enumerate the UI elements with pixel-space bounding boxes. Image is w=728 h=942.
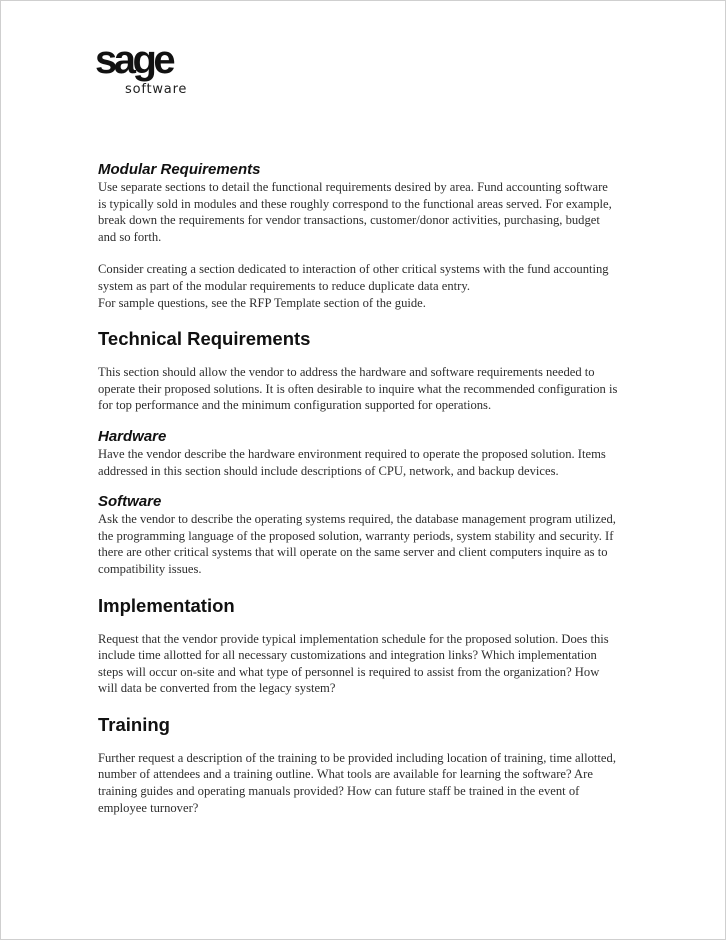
- paragraph-hardware: [98, 446, 690, 479]
- text-line: Ask the vendor to describe the operating systems required, the database management program utilized,: [98, 512, 616, 527]
- document-body: [98, 161, 690, 816]
- heading-training: Training: [98, 713, 170, 735]
- text-line: number of attendees and a training outline. What tools are available for learning the software? Are: [98, 767, 593, 782]
- sage-logo: [95, 38, 205, 103]
- text-line: system as part of the modular requirements to reduce duplicate data entry.: [98, 278, 470, 293]
- text-line: break down the requirements for vendor transactions, customer/donor activities, purchasing, budget: [98, 213, 600, 228]
- text-line: is typically sold in modules and these roughly correspond to the functional areas served. For example,: [98, 196, 612, 211]
- text-line: employee turnover?: [98, 800, 199, 815]
- text-line: for top performance and the minimum configuration supported for operations.: [98, 398, 492, 413]
- text-line: compatibility issues.: [98, 561, 202, 576]
- heading-modular-requirements: Modular Requirements: [98, 161, 261, 178]
- text-line: and so forth.: [98, 229, 162, 244]
- logo-wordmark: sage: [95, 38, 173, 82]
- text-line: steps will occur on-site and what type of personnel is required to assist from the organization? How: [98, 664, 600, 679]
- paragraph-modular-1: [98, 179, 690, 245]
- text-line: there are other critical systems that will operate on the same server and client computers inquire as to: [98, 545, 608, 560]
- text-line: This section should allow the vendor to address the hardware and software requirements needed to: [98, 365, 595, 380]
- text-line: Further request a description of the training to be provided including location of training, time allotted,: [98, 750, 616, 765]
- text-line: Request that the vendor provide typical implementation schedule for the proposed solution. Does this: [98, 631, 609, 646]
- heading-hardware: Hardware: [98, 427, 167, 445]
- text-line: Use separate sections to detail the functional requirements desired by area. Fund accounting software: [98, 180, 608, 194]
- text-line: Consider creating a section dedicated to interaction of other critical systems with the fund accounting: [98, 262, 609, 277]
- text-line: operate their proposed solutions. It is often desirable to inquire what the recommended configuration is: [98, 381, 618, 396]
- paragraph-implementation: [98, 631, 690, 697]
- text-line: Have the vendor describe the hardware environment required to operate the proposed solution. Items: [98, 446, 606, 461]
- text-line: For sample questions, see the RFP Template section of the guide.: [98, 295, 426, 310]
- paragraph-modular-2: [98, 261, 690, 311]
- heading-implementation: Implementation: [98, 594, 235, 616]
- text-line: training guides and operating manuals provided? How can future staff be trained in the event of: [98, 784, 580, 799]
- text-line: include time allotted for all necessary customizations and integration links? Which implementation: [98, 648, 597, 663]
- paragraph-training: [98, 750, 690, 816]
- heading-technical-requirements: Technical Requirements: [98, 328, 311, 350]
- heading-software: Software: [98, 493, 162, 511]
- logo-subtitle: software: [125, 82, 188, 97]
- paragraph-technical: [98, 364, 690, 414]
- text-line: addressed in this section should include descriptions of CPU, network, and backup devices.: [98, 463, 559, 478]
- text-line: the programming language of the proposed solution, warranty periods, system stability and security. If: [98, 528, 614, 543]
- text-line: will data be converted from the legacy system?: [98, 681, 336, 696]
- paragraph-software: [98, 511, 690, 577]
